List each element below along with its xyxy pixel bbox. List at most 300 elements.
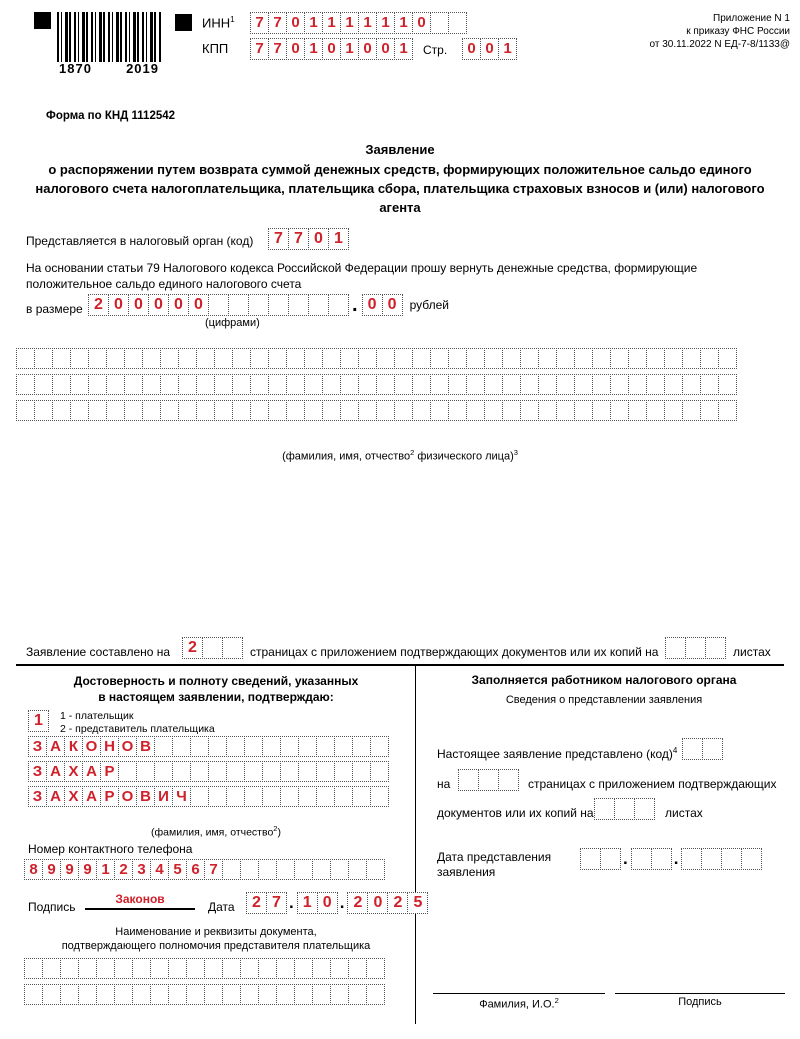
cell[interactable]: 7 bbox=[250, 38, 269, 60]
cell[interactable] bbox=[262, 786, 281, 807]
cell[interactable] bbox=[142, 348, 161, 369]
cell[interactable]: 5 bbox=[407, 892, 428, 914]
cell[interactable] bbox=[240, 958, 259, 979]
cell[interactable] bbox=[244, 786, 263, 807]
cell[interactable] bbox=[594, 798, 615, 820]
cell[interactable]: 0 bbox=[382, 294, 403, 316]
cell[interactable] bbox=[268, 294, 289, 316]
cell[interactable] bbox=[196, 374, 215, 395]
cell[interactable]: А bbox=[82, 786, 101, 807]
cell[interactable] bbox=[114, 958, 133, 979]
cell[interactable] bbox=[178, 348, 197, 369]
cell[interactable] bbox=[70, 374, 89, 395]
cell[interactable] bbox=[348, 984, 367, 1005]
cell[interactable] bbox=[682, 348, 701, 369]
cell[interactable]: 7 bbox=[268, 38, 287, 60]
cell[interactable]: 0 bbox=[286, 12, 305, 34]
cell[interactable]: 0 bbox=[462, 38, 481, 60]
cell[interactable] bbox=[226, 736, 245, 757]
cell[interactable] bbox=[106, 400, 125, 421]
cell[interactable]: 0 bbox=[376, 38, 395, 60]
cell[interactable]: 0 bbox=[128, 294, 149, 316]
cell[interactable] bbox=[16, 374, 35, 395]
cell[interactable]: 1 bbox=[304, 12, 323, 34]
cell[interactable]: 2 bbox=[114, 859, 133, 880]
cell[interactable] bbox=[574, 374, 593, 395]
cell[interactable] bbox=[520, 374, 539, 395]
cell[interactable] bbox=[222, 637, 243, 659]
tax-authority-code-field[interactable] bbox=[268, 228, 348, 250]
cell[interactable] bbox=[340, 400, 359, 421]
cell[interactable] bbox=[190, 786, 209, 807]
cell[interactable] bbox=[226, 786, 245, 807]
cell[interactable] bbox=[196, 348, 215, 369]
representative-fio-grid[interactable] bbox=[28, 736, 388, 811]
cell[interactable] bbox=[88, 400, 107, 421]
cell[interactable]: 1 bbox=[376, 12, 395, 34]
cell[interactable] bbox=[448, 348, 467, 369]
cell[interactable] bbox=[42, 958, 61, 979]
cell[interactable] bbox=[580, 848, 601, 870]
cell[interactable] bbox=[322, 374, 341, 395]
cell[interactable] bbox=[458, 769, 479, 791]
cell[interactable]: Н bbox=[100, 736, 119, 757]
cell[interactable]: 1 bbox=[322, 12, 341, 34]
cell[interactable]: 1 bbox=[394, 38, 413, 60]
cell[interactable] bbox=[412, 400, 431, 421]
cell[interactable]: 0 bbox=[358, 38, 377, 60]
cell[interactable] bbox=[370, 736, 389, 757]
cell[interactable]: И bbox=[154, 786, 173, 807]
cell[interactable] bbox=[665, 637, 686, 659]
cell[interactable] bbox=[276, 984, 295, 1005]
cell[interactable]: 9 bbox=[42, 859, 61, 880]
cell[interactable]: 2 bbox=[246, 892, 267, 914]
cell[interactable] bbox=[358, 374, 377, 395]
amount-rubles-field[interactable] bbox=[88, 294, 348, 316]
cell[interactable] bbox=[646, 374, 665, 395]
cell[interactable] bbox=[78, 984, 97, 1005]
cell[interactable] bbox=[208, 761, 227, 782]
cell[interactable] bbox=[276, 859, 295, 880]
cell[interactable] bbox=[308, 294, 329, 316]
cell[interactable] bbox=[376, 374, 395, 395]
cell[interactable] bbox=[178, 400, 197, 421]
cell[interactable] bbox=[358, 348, 377, 369]
cell[interactable] bbox=[42, 984, 61, 1005]
cell[interactable] bbox=[610, 400, 629, 421]
cell[interactable] bbox=[142, 374, 161, 395]
cell[interactable]: З bbox=[28, 761, 47, 782]
cell[interactable]: О bbox=[118, 786, 137, 807]
cell[interactable] bbox=[78, 958, 97, 979]
cell[interactable] bbox=[394, 400, 413, 421]
cell[interactable] bbox=[204, 958, 223, 979]
cell[interactable] bbox=[502, 400, 521, 421]
cell[interactable]: 1 bbox=[394, 12, 413, 34]
cell[interactable] bbox=[154, 761, 173, 782]
cell[interactable] bbox=[304, 348, 323, 369]
cell[interactable] bbox=[502, 374, 521, 395]
cell[interactable] bbox=[448, 400, 467, 421]
representative-firstname-field[interactable] bbox=[28, 761, 388, 782]
cell[interactable] bbox=[366, 984, 385, 1005]
cell[interactable] bbox=[250, 348, 269, 369]
cell[interactable] bbox=[136, 761, 155, 782]
cell[interactable] bbox=[168, 984, 187, 1005]
cell[interactable] bbox=[24, 958, 43, 979]
cell[interactable] bbox=[268, 400, 287, 421]
cell[interactable] bbox=[322, 400, 341, 421]
cell[interactable] bbox=[705, 637, 726, 659]
cell[interactable] bbox=[614, 798, 635, 820]
cell[interactable] bbox=[556, 348, 575, 369]
cell[interactable] bbox=[664, 374, 683, 395]
cell[interactable] bbox=[52, 374, 71, 395]
cell[interactable] bbox=[538, 400, 557, 421]
cell[interactable] bbox=[322, 348, 341, 369]
cell[interactable] bbox=[258, 859, 277, 880]
cell[interactable] bbox=[160, 374, 179, 395]
cell[interactable] bbox=[16, 400, 35, 421]
phone-field[interactable] bbox=[24, 859, 384, 880]
cell[interactable] bbox=[232, 374, 251, 395]
cell[interactable] bbox=[178, 374, 197, 395]
cell[interactable]: Ч bbox=[172, 786, 191, 807]
signature-date-year-field[interactable] bbox=[347, 892, 427, 914]
cell[interactable] bbox=[196, 400, 215, 421]
cell[interactable] bbox=[352, 786, 371, 807]
person-fio-row-2[interactable] bbox=[16, 374, 736, 395]
cell[interactable]: 1 bbox=[340, 38, 359, 60]
cell[interactable]: А bbox=[46, 761, 65, 782]
cell[interactable] bbox=[132, 958, 151, 979]
page-number-field[interactable] bbox=[462, 38, 516, 60]
person-fio-row-3[interactable] bbox=[16, 400, 736, 421]
cell[interactable] bbox=[370, 761, 389, 782]
cell[interactable] bbox=[250, 374, 269, 395]
signature-date-month-field[interactable] bbox=[297, 892, 337, 914]
cell[interactable] bbox=[610, 374, 629, 395]
cell[interactable]: 1 bbox=[328, 228, 349, 250]
cell[interactable] bbox=[538, 348, 557, 369]
cell[interactable]: 1 bbox=[28, 710, 49, 732]
cell[interactable]: 0 bbox=[317, 892, 338, 914]
cell[interactable] bbox=[70, 348, 89, 369]
cell[interactable] bbox=[685, 637, 706, 659]
cell[interactable] bbox=[288, 294, 309, 316]
cell[interactable] bbox=[651, 848, 672, 870]
confirmation-code-field[interactable] bbox=[28, 710, 48, 732]
cell[interactable] bbox=[466, 400, 485, 421]
cell[interactable] bbox=[538, 374, 557, 395]
cell[interactable]: 0 bbox=[412, 12, 431, 34]
cell[interactable] bbox=[172, 736, 191, 757]
authority-document-row-2[interactable] bbox=[24, 984, 384, 1005]
cell[interactable]: Х bbox=[64, 786, 83, 807]
cell[interactable]: А bbox=[46, 786, 65, 807]
cell[interactable] bbox=[370, 786, 389, 807]
cell[interactable] bbox=[600, 848, 621, 870]
cell[interactable] bbox=[226, 761, 245, 782]
cell[interactable] bbox=[646, 400, 665, 421]
cell[interactable]: 0 bbox=[286, 38, 305, 60]
cell[interactable] bbox=[172, 761, 191, 782]
cell[interactable] bbox=[160, 348, 179, 369]
cell[interactable] bbox=[294, 984, 313, 1005]
cell[interactable] bbox=[316, 736, 335, 757]
cell[interactable] bbox=[646, 348, 665, 369]
cell[interactable] bbox=[412, 374, 431, 395]
cell[interactable] bbox=[681, 848, 702, 870]
cell[interactable] bbox=[376, 400, 395, 421]
cell[interactable] bbox=[60, 958, 79, 979]
cell[interactable]: 4 bbox=[150, 859, 169, 880]
cell[interactable] bbox=[154, 736, 173, 757]
cell[interactable] bbox=[214, 374, 233, 395]
cell[interactable] bbox=[430, 12, 449, 34]
cell[interactable] bbox=[286, 400, 305, 421]
inn-field[interactable] bbox=[250, 12, 466, 34]
cell[interactable] bbox=[664, 348, 683, 369]
cell[interactable] bbox=[358, 400, 377, 421]
cell[interactable] bbox=[628, 374, 647, 395]
cell[interactable]: 9 bbox=[60, 859, 79, 880]
cell[interactable] bbox=[298, 786, 317, 807]
cell[interactable] bbox=[280, 761, 299, 782]
cell[interactable]: 1 bbox=[297, 892, 318, 914]
cell[interactable] bbox=[430, 400, 449, 421]
cell[interactable] bbox=[702, 738, 723, 760]
cell[interactable] bbox=[682, 738, 703, 760]
cell[interactable] bbox=[556, 374, 575, 395]
cell[interactable]: 8 bbox=[24, 859, 43, 880]
cell[interactable] bbox=[34, 348, 53, 369]
cell[interactable] bbox=[232, 348, 251, 369]
cell[interactable] bbox=[700, 348, 719, 369]
cell[interactable]: 6 bbox=[186, 859, 205, 880]
authority-document-grid[interactable] bbox=[24, 958, 384, 1010]
cell[interactable] bbox=[106, 374, 125, 395]
cell[interactable] bbox=[348, 859, 367, 880]
statement-pages-field[interactable] bbox=[182, 637, 242, 659]
cell[interactable] bbox=[330, 958, 349, 979]
cell[interactable] bbox=[34, 400, 53, 421]
cell[interactable] bbox=[448, 374, 467, 395]
cell[interactable] bbox=[631, 848, 652, 870]
cell[interactable] bbox=[366, 958, 385, 979]
cell[interactable] bbox=[330, 984, 349, 1005]
cell[interactable]: 1 bbox=[498, 38, 517, 60]
cell[interactable] bbox=[592, 348, 611, 369]
cell[interactable] bbox=[24, 984, 43, 1005]
cell[interactable] bbox=[701, 848, 722, 870]
submission-code-field[interactable] bbox=[682, 738, 722, 760]
cell[interactable] bbox=[228, 294, 249, 316]
cell[interactable] bbox=[190, 761, 209, 782]
cell[interactable] bbox=[334, 761, 353, 782]
cell[interactable] bbox=[304, 374, 323, 395]
cell[interactable] bbox=[334, 736, 353, 757]
cell[interactable] bbox=[88, 348, 107, 369]
cell[interactable] bbox=[186, 984, 205, 1005]
cell[interactable]: 3 bbox=[132, 859, 151, 880]
cell[interactable] bbox=[160, 400, 179, 421]
cell[interactable] bbox=[150, 958, 169, 979]
cell[interactable] bbox=[298, 736, 317, 757]
cell[interactable] bbox=[628, 348, 647, 369]
cell[interactable] bbox=[334, 786, 353, 807]
cell[interactable] bbox=[721, 848, 742, 870]
cell[interactable] bbox=[124, 348, 143, 369]
cell[interactable] bbox=[132, 984, 151, 1005]
cell[interactable] bbox=[298, 761, 317, 782]
cell[interactable] bbox=[312, 958, 331, 979]
signature-date-day-field[interactable] bbox=[246, 892, 286, 914]
cell[interactable] bbox=[316, 786, 335, 807]
cell[interactable] bbox=[214, 400, 233, 421]
cell[interactable]: В bbox=[136, 736, 155, 757]
cell[interactable] bbox=[258, 958, 277, 979]
cell[interactable] bbox=[574, 348, 593, 369]
cell[interactable] bbox=[682, 374, 701, 395]
cell[interactable] bbox=[466, 374, 485, 395]
cell[interactable]: 0 bbox=[168, 294, 189, 316]
cell[interactable] bbox=[700, 400, 719, 421]
cell[interactable] bbox=[250, 400, 269, 421]
representative-patronymic-field[interactable] bbox=[28, 786, 388, 807]
cell[interactable]: 0 bbox=[108, 294, 129, 316]
cell[interactable] bbox=[286, 374, 305, 395]
cell[interactable] bbox=[430, 348, 449, 369]
cell[interactable] bbox=[328, 294, 349, 316]
cell[interactable] bbox=[150, 984, 169, 1005]
cell[interactable]: 7 bbox=[268, 228, 289, 250]
cell[interactable] bbox=[204, 984, 223, 1005]
cell[interactable] bbox=[484, 348, 503, 369]
officer-date-day-field[interactable] bbox=[580, 848, 620, 870]
cell[interactable] bbox=[190, 736, 209, 757]
cell[interactable]: К bbox=[64, 736, 83, 757]
cell[interactable] bbox=[340, 374, 359, 395]
cell[interactable] bbox=[700, 374, 719, 395]
cell[interactable]: 1 bbox=[304, 38, 323, 60]
cell[interactable] bbox=[70, 400, 89, 421]
cell[interactable] bbox=[118, 761, 137, 782]
officer-sheets-field[interactable] bbox=[594, 798, 654, 820]
cell[interactable] bbox=[430, 374, 449, 395]
cell[interactable] bbox=[304, 400, 323, 421]
cell[interactable] bbox=[208, 786, 227, 807]
cell[interactable] bbox=[208, 294, 229, 316]
cell[interactable]: 5 bbox=[168, 859, 187, 880]
cell[interactable] bbox=[16, 348, 35, 369]
authority-document-row-1[interactable] bbox=[24, 958, 384, 979]
cell[interactable] bbox=[240, 984, 259, 1005]
cell[interactable] bbox=[394, 348, 413, 369]
cell[interactable] bbox=[466, 348, 485, 369]
cell[interactable]: 7 bbox=[266, 892, 287, 914]
cell[interactable]: 0 bbox=[322, 38, 341, 60]
cell[interactable] bbox=[88, 374, 107, 395]
cell[interactable]: 1 bbox=[358, 12, 377, 34]
officer-date-year-field[interactable] bbox=[681, 848, 761, 870]
cell[interactable]: 2 bbox=[347, 892, 368, 914]
cell[interactable]: А bbox=[46, 736, 65, 757]
kpp-field[interactable] bbox=[250, 38, 412, 60]
cell[interactable] bbox=[294, 859, 313, 880]
cell[interactable] bbox=[312, 984, 331, 1005]
cell[interactable] bbox=[448, 12, 467, 34]
cell[interactable]: 1 bbox=[340, 12, 359, 34]
cell[interactable] bbox=[34, 374, 53, 395]
cell[interactable] bbox=[124, 400, 143, 421]
cell[interactable] bbox=[484, 400, 503, 421]
cell[interactable] bbox=[340, 348, 359, 369]
cell[interactable] bbox=[268, 348, 287, 369]
cell[interactable] bbox=[222, 859, 241, 880]
cell[interactable]: 0 bbox=[188, 294, 209, 316]
representative-surname-field[interactable] bbox=[28, 736, 388, 757]
cell[interactable] bbox=[232, 400, 251, 421]
cell[interactable]: З bbox=[28, 736, 47, 757]
cell[interactable] bbox=[316, 761, 335, 782]
officer-pages-field[interactable] bbox=[458, 769, 518, 791]
cell[interactable] bbox=[330, 859, 349, 880]
cell[interactable] bbox=[222, 984, 241, 1005]
cell[interactable]: 0 bbox=[362, 294, 383, 316]
cell[interactable] bbox=[280, 786, 299, 807]
cell[interactable] bbox=[106, 348, 125, 369]
cell[interactable] bbox=[352, 736, 371, 757]
cell[interactable] bbox=[592, 400, 611, 421]
cell[interactable]: 7 bbox=[204, 859, 223, 880]
statement-sheets-field[interactable] bbox=[665, 637, 725, 659]
cell[interactable] bbox=[718, 374, 737, 395]
cell[interactable] bbox=[718, 348, 737, 369]
cell[interactable]: Р bbox=[100, 761, 119, 782]
cell[interactable] bbox=[376, 348, 395, 369]
cell[interactable] bbox=[610, 348, 629, 369]
cell[interactable] bbox=[52, 400, 71, 421]
amount-kopecks-field[interactable] bbox=[362, 294, 402, 316]
cell[interactable] bbox=[262, 736, 281, 757]
cell[interactable] bbox=[96, 984, 115, 1005]
cell[interactable] bbox=[312, 859, 331, 880]
cell[interactable]: 7 bbox=[288, 228, 309, 250]
cell[interactable] bbox=[478, 769, 499, 791]
cell[interactable] bbox=[222, 958, 241, 979]
cell[interactable]: 2 bbox=[182, 637, 203, 659]
cell[interactable] bbox=[498, 769, 519, 791]
cell[interactable]: 0 bbox=[367, 892, 388, 914]
cell[interactable] bbox=[60, 984, 79, 1005]
cell[interactable] bbox=[741, 848, 762, 870]
cell[interactable] bbox=[114, 984, 133, 1005]
cell[interactable] bbox=[268, 374, 287, 395]
cell[interactable] bbox=[186, 958, 205, 979]
person-fio-row-1[interactable] bbox=[16, 348, 736, 369]
cell[interactable] bbox=[628, 400, 647, 421]
cell[interactable]: 7 bbox=[268, 12, 287, 34]
cell[interactable] bbox=[682, 400, 701, 421]
cell[interactable] bbox=[520, 348, 539, 369]
cell[interactable]: 1 bbox=[96, 859, 115, 880]
cell[interactable] bbox=[258, 984, 277, 1005]
cell[interactable]: 9 bbox=[78, 859, 97, 880]
cell[interactable]: В bbox=[136, 786, 155, 807]
cell[interactable] bbox=[502, 348, 521, 369]
